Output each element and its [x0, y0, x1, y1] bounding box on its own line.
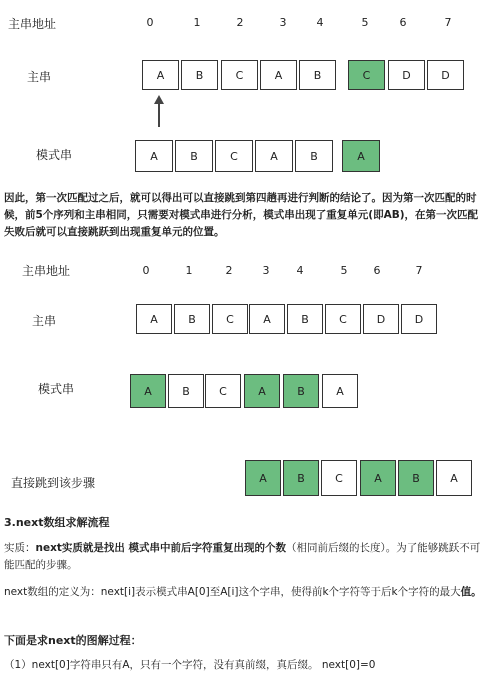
- essence-rest: （相同前后缀的长度）。为了能够跳跃不可能匹配的步骤。: [4, 542, 481, 571]
- diagram2-pattern-label: 模式串: [38, 382, 75, 396]
- main-cell: C: [212, 304, 248, 334]
- diagram1-pattern-label: 模式串: [36, 148, 73, 162]
- pattern-cell: A: [322, 374, 358, 408]
- pattern-cell: C: [205, 374, 241, 408]
- main-cell: B: [174, 304, 210, 334]
- index-label: 6: [399, 16, 407, 29]
- main-cell: D: [363, 304, 399, 334]
- pattern-cell: A: [130, 374, 166, 408]
- index-label: 1: [185, 264, 193, 277]
- step1-text: （1）next[0]字符串只有A，只有一个字符，没有真前缀，真后缀。 next[0]=0: [4, 659, 376, 671]
- main-cell: D: [401, 304, 437, 334]
- essence-prefix: 实质：: [4, 542, 36, 554]
- diagram2-addr-label: 主串地址: [22, 264, 71, 278]
- main-cell: A: [249, 304, 285, 334]
- jump-cell: A: [245, 460, 281, 496]
- main-cell: A: [260, 60, 297, 90]
- definition-bold: 值。: [460, 586, 482, 598]
- main-cell: B: [287, 304, 323, 334]
- main-cell: B: [181, 60, 218, 90]
- index-label: 5: [361, 16, 369, 29]
- index-label: 7: [444, 16, 452, 29]
- essence-bold: next实质就是找出 模式串中前后字符重复出现的个数: [35, 542, 287, 554]
- index-label: 4: [296, 264, 304, 277]
- subheading: 下面是求next的图解过程：: [4, 634, 142, 647]
- pattern-cell: B: [295, 140, 333, 172]
- pattern-cell: B: [283, 374, 319, 408]
- pattern-cell: A: [244, 374, 280, 408]
- main-cell: A: [142, 60, 179, 90]
- diagram1-addr-label: 主串地址: [8, 17, 57, 31]
- index-label: 0: [142, 264, 150, 277]
- pattern-cell: A: [255, 140, 293, 172]
- index-label: 5: [340, 264, 348, 277]
- pattern-cell: C: [215, 140, 253, 172]
- definition-text: next数组的定义为：next[i]表示模式串A[0]至A[i]这个字串，使得前k个字符等于后k个字符的最大: [4, 586, 461, 598]
- jump-cell: A: [436, 460, 472, 496]
- jump-cell: C: [321, 460, 357, 496]
- index-label: 4: [316, 16, 324, 29]
- diagram2-main-label: 主串: [32, 314, 57, 328]
- up-arrow-line: [158, 103, 160, 127]
- explanation-paragraph: 因此，第一次匹配过之后，就可以得出可以直接跳到第四趟再进行判断的结论了。因为第一次匹配的时候，前5个序列和主串相同，只需要对模式串进行分析，模式串出现了重复单元(即AB)，在第一次匹配失败后就可以直接跳跃到出现重复单元的位置。: [4, 192, 479, 238]
- index-label: 7: [415, 264, 423, 277]
- jump-cell: B: [398, 460, 434, 496]
- main-cell: C: [221, 60, 258, 90]
- main-cell: C: [325, 304, 361, 334]
- index-label: 3: [262, 264, 270, 277]
- jump-cell: A: [360, 460, 396, 496]
- index-label: 2: [236, 16, 244, 29]
- index-label: 1: [193, 16, 201, 29]
- diagram1-main-label: 主串: [27, 70, 52, 84]
- pattern-cell: A: [135, 140, 173, 172]
- index-label: 6: [373, 264, 381, 277]
- main-cell: C: [348, 60, 385, 90]
- definition-paragraph: [4, 584, 482, 601]
- index-label: 2: [225, 264, 233, 277]
- main-cell: A: [136, 304, 172, 334]
- jump-cell: B: [283, 460, 319, 496]
- pattern-cell: B: [175, 140, 213, 172]
- section-heading: 3.next数组求解流程: [4, 516, 110, 529]
- main-cell: D: [388, 60, 425, 90]
- pattern-cell: B: [168, 374, 204, 408]
- main-cell: D: [427, 60, 464, 90]
- pattern-cell: A: [342, 140, 380, 172]
- essence-paragraph: [4, 540, 482, 574]
- index-label: 3: [279, 16, 287, 29]
- main-cell: B: [299, 60, 336, 90]
- index-label: 0: [146, 16, 154, 29]
- diagram2-jump-label: 直接跳到该步骤: [11, 476, 96, 490]
